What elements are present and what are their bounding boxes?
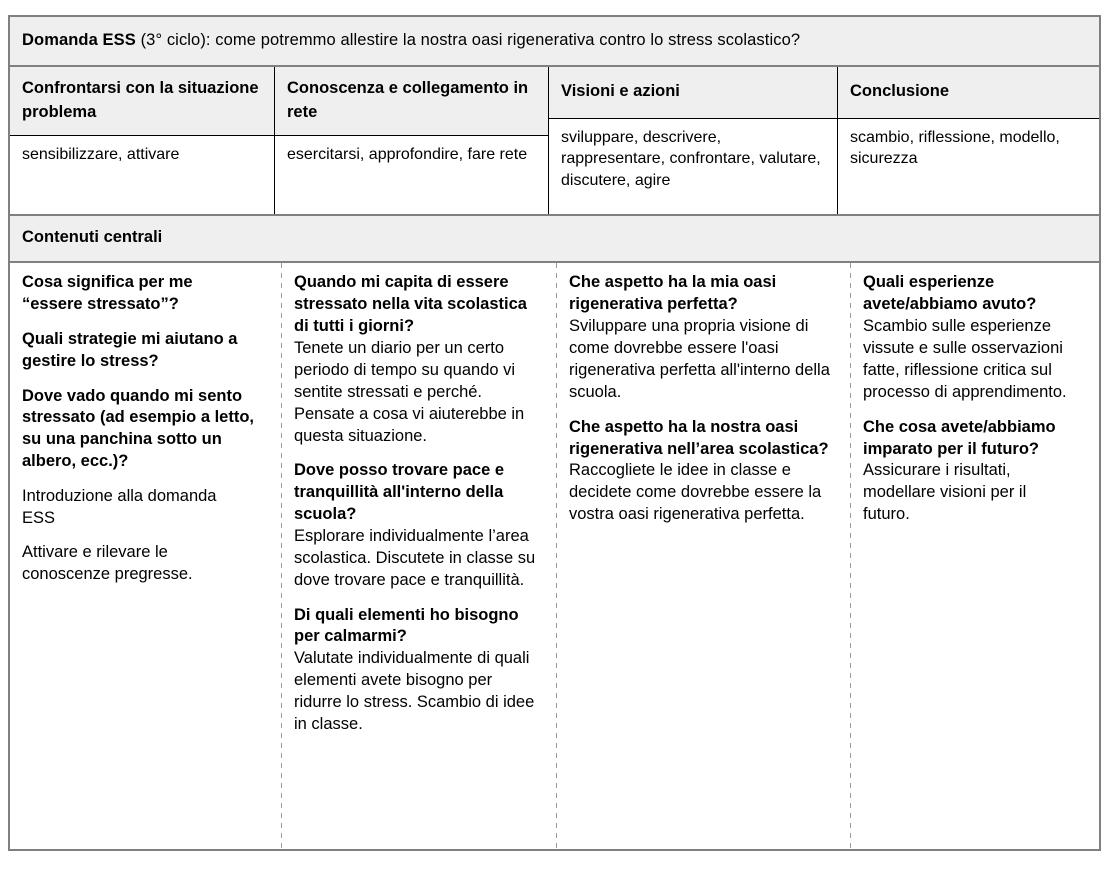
content-block (863, 417, 1087, 526)
content-question: Quando mi capita di essere stressato nella vita scolastica di tutti i giorni? (294, 273, 527, 335)
competency-verbs-2: esercitarsi, approfondire, fare rete (275, 136, 548, 214)
content-block (294, 272, 544, 447)
content-block (863, 272, 1087, 403)
content-column-3 (557, 263, 850, 849)
content-block (22, 542, 269, 586)
content-column-2 (282, 263, 556, 849)
competency-title-2: Conoscenza e collegamento in rete (275, 67, 548, 137)
content-block (569, 417, 838, 526)
content-block (294, 460, 544, 591)
competency-column-2 (275, 67, 548, 215)
competency-verbs-1: sensibilizzare, attivare (10, 136, 274, 214)
content-answer: Scambio sulle esperienze vissute e sulle osservazioni fatte, riflessione critica sul processo di apprendimento. (863, 317, 1067, 401)
competency-verbs-4: scambio, riflessione, modello, sicurezza (838, 119, 1099, 215)
competency-column-1 (10, 67, 274, 215)
competency-header-grid (10, 67, 1099, 215)
content-block (22, 386, 269, 473)
content-column-1 (10, 263, 281, 849)
content-question: Cosa significa per me “essere stressato”? (22, 273, 193, 314)
content-answer: Valutate individualmente di quali elementi avete bisogno per ridurre lo stress. Scambio di idee in classe. (294, 649, 535, 733)
content-question: Di quali elementi ho bisogno per calmarmi? (294, 605, 519, 646)
content-question: Dove posso trovare pace e tranquillità all'interno della scuola? (294, 461, 505, 523)
question-title-prefix: Domanda ESS (22, 31, 136, 49)
competency-title-4: Conclusione (838, 67, 1099, 119)
content-block (22, 272, 269, 316)
content-block (294, 605, 544, 736)
content-answer: Sviluppare una propria visione di come dovrebbe essere l'oasi rigenerativa perfetta all'interno della scuola. (569, 317, 830, 401)
content-block (22, 486, 269, 530)
content-answer: Introduzione alla domanda ESS (22, 486, 217, 527)
content-question: Che aspetto ha la mia oasi rigenerativa perfetta? (569, 273, 777, 314)
content-question: Quali esperienze avete/abbiamo avuto? (863, 273, 1037, 314)
content-question: Dove vado quando mi sento stressato (ad esempio a letto, su una panchina sotto un albero, ecc.)? (22, 386, 254, 470)
competency-column-4 (838, 67, 1099, 215)
question-title (22, 30, 1087, 51)
content-block (22, 329, 269, 373)
question-banner (10, 17, 1099, 67)
competency-title-1: Confrontarsi con la situazione problema (10, 67, 274, 137)
competency-title-3: Visioni e azioni (549, 67, 837, 119)
content-grid (10, 263, 1099, 849)
content-answer: Attivare e rilevare le conoscenze pregresse. (22, 543, 193, 584)
content-block (569, 272, 838, 403)
content-question: Che aspetto ha la nostra oasi rigenerativa nell’area scolastica? (569, 417, 829, 458)
content-answer: Esplorare individualmente l’area scolastica. Discutete in classe su dove trovare pace e tranquillità. (294, 526, 536, 589)
question-title-rest: (3° ciclo): come potremmo allestire la nostra oasi rigenerativa contro lo stress scolastico? (135, 31, 801, 49)
content-answer: Tenete un diario per un certo periodo di tempo su quando vi sentite stressati e perché. Pensate a cosa vi aiuterebbe in questa situazione. (294, 338, 525, 445)
competency-column-3 (549, 67, 837, 215)
central-contents-band (10, 214, 1099, 263)
content-answer: Assicurare i risultati, modellare visioni per il futuro. (863, 461, 1027, 524)
content-answer: Raccogliete le idee in classe e decidete come dovrebbe essere la vostra oasi rigenerativa perfetta. (569, 461, 822, 524)
competency-verbs-3: sviluppare, descrivere, rappresentare, confrontare, valutare, discutere, agire (549, 119, 837, 215)
ess-table (8, 15, 1101, 851)
content-question: Che cosa avete/abbiamo imparato per il futuro? (863, 417, 1056, 458)
central-contents-label: Contenuti centrali (22, 228, 163, 247)
content-column-4 (851, 263, 1099, 849)
content-question: Quali strategie mi aiutano a gestire lo stress? (22, 330, 238, 370)
